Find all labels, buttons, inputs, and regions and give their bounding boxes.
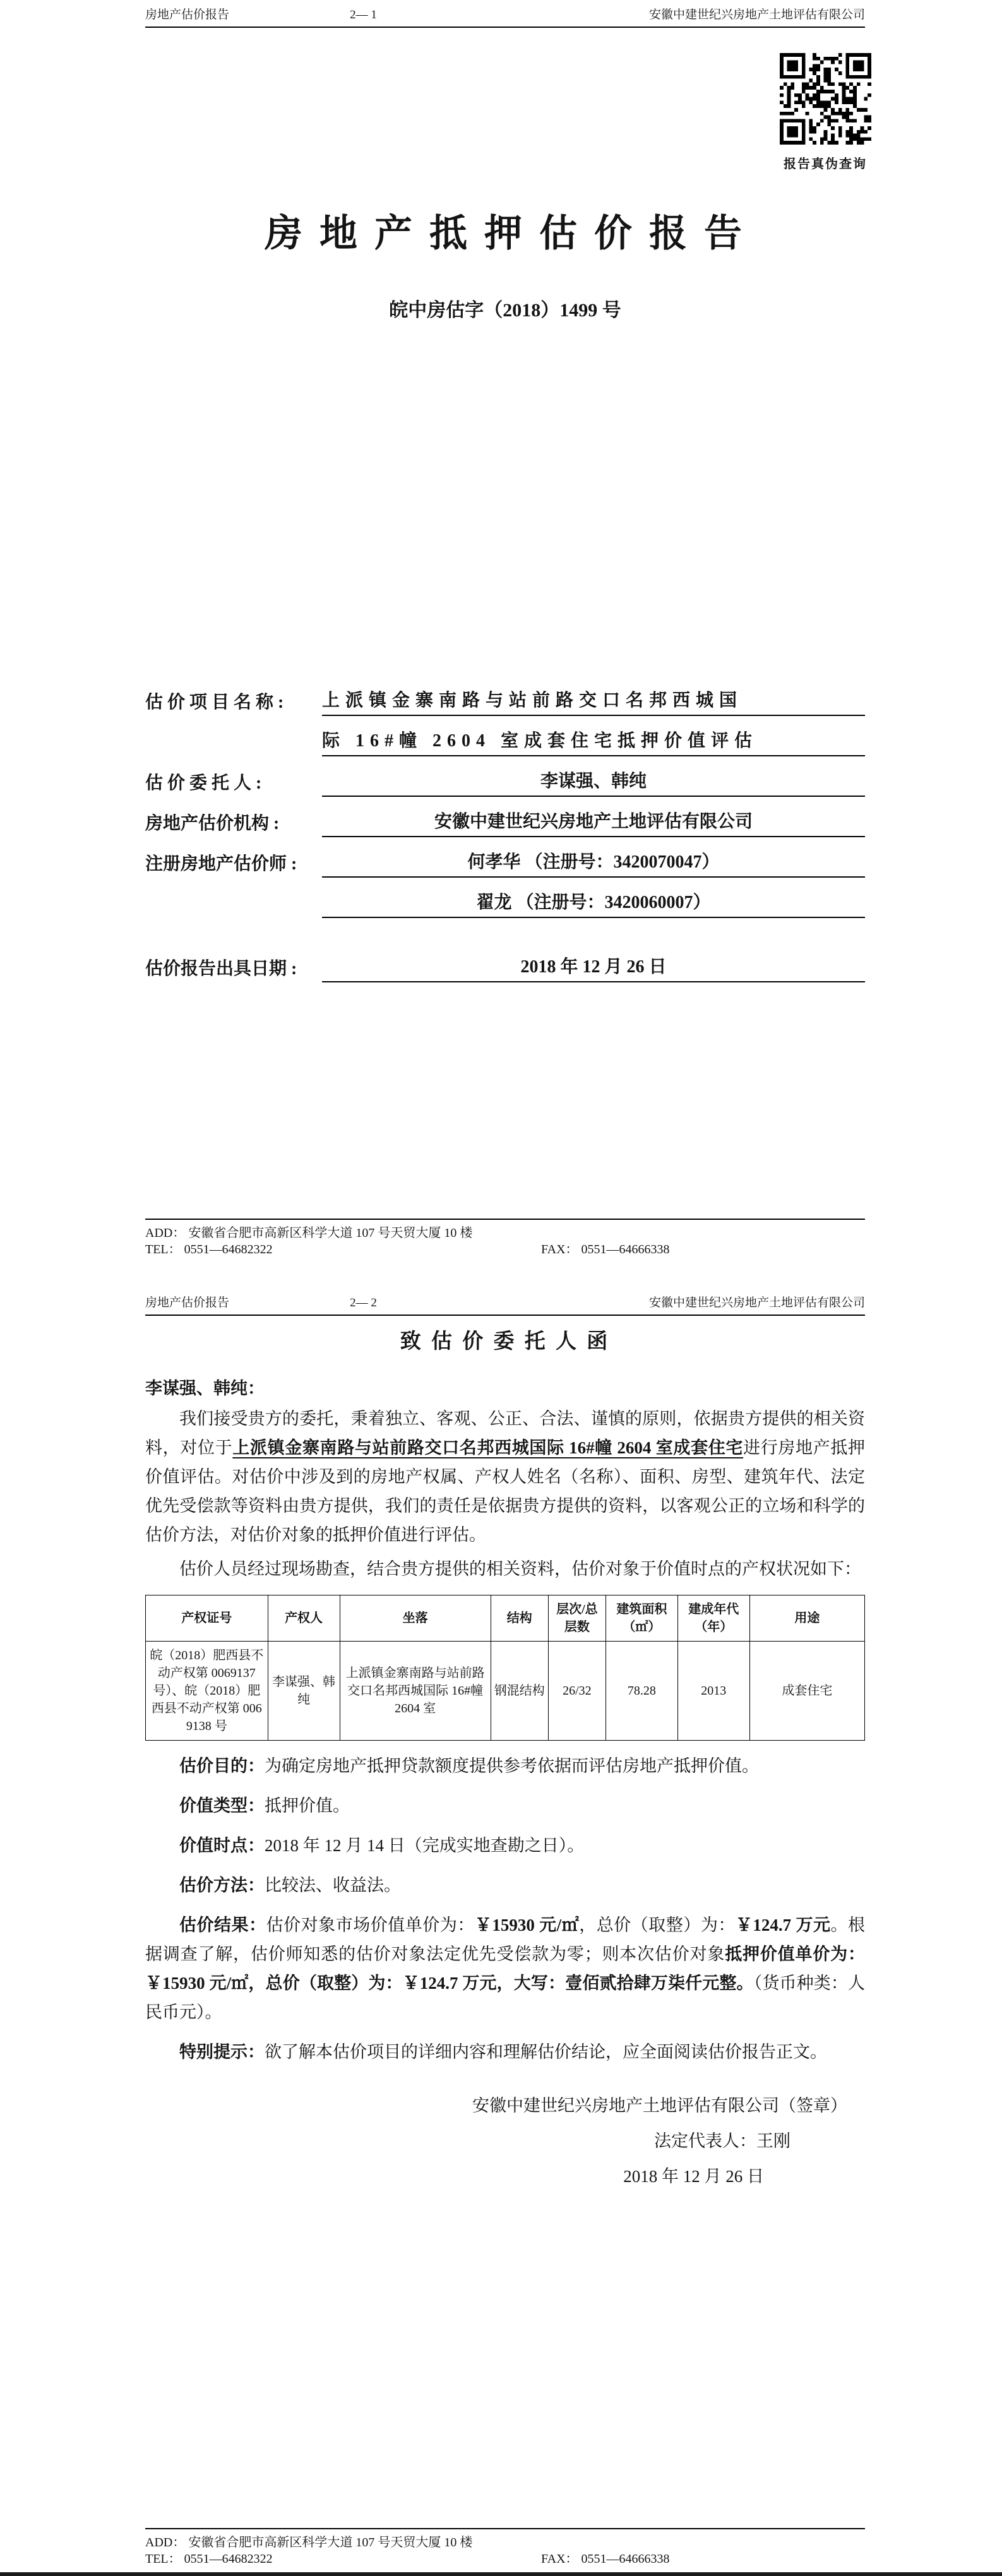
table-header-row: [146, 1595, 865, 1642]
salutation: 李谋强、韩纯：: [145, 1379, 265, 1398]
appraiser-label: 注册房地产估价师 :: [145, 854, 297, 874]
scan-edge: [0, 2572, 1002, 2576]
cell-owner: 李谋强、韩纯: [268, 1642, 340, 1741]
project-name-value-line1: 上派镇金寨南路与站前路交口名邦西城国: [322, 686, 865, 716]
value-type-label: 价值类型：: [179, 1796, 265, 1815]
qr-block: [778, 53, 873, 172]
col-floor: 层次/总层数: [548, 1595, 605, 1642]
footer-fax: FAX： 0551—64666338: [541, 1243, 670, 1256]
cell-area: 78.28: [605, 1642, 677, 1741]
client-value: 李谋强、韩纯: [322, 767, 865, 797]
value-date-item: [145, 1831, 865, 1860]
form-row-project-cont: [145, 716, 865, 756]
signature-block: [145, 2088, 865, 2194]
signature-representative: 法定代表人：王刚: [654, 2132, 790, 2150]
method-text: 比较法、收益法。: [265, 1876, 401, 1895]
col-area: 建筑面积（㎡）: [605, 1595, 677, 1642]
cell-year-built: 2013: [677, 1642, 749, 1741]
project-name-label: 估 价 项 目 名 称 :: [145, 693, 284, 712]
form-row-project: [145, 676, 865, 716]
purpose-label: 估价目的：: [179, 1756, 265, 1775]
appraiser-1-value: 何孝华 （注册号：3420070047）: [322, 848, 865, 878]
value-date-label: 价值时点：: [179, 1836, 265, 1855]
header-doc-title: 房地产估价报告: [145, 1296, 230, 1309]
form-row-appraiser-1: [145, 837, 865, 878]
col-certificate-no: 产权证号: [146, 1595, 268, 1642]
cell-certificate-no: 皖（2018）肥西县不动产权第 0069137 号）、皖（2018）肥西县不动产权第 0069138 号: [146, 1642, 268, 1741]
header-company: 安徽中建世纪兴房地产土地评估有限公司: [648, 8, 865, 21]
value-type-text: 抵押价值。: [265, 1796, 350, 1815]
result-mortgage-value: 抵押价值单价为：￥15930 元/㎡，总价（取整）为：￥124.7 万元，大写：壹佰贰拾肆万柒仟元整。: [145, 1945, 866, 1993]
footer-address: ADD： 安徽省合肥市高新区科学大道 107 号天贸大厦 10 楼: [145, 2536, 473, 2549]
cell-use: 成套住宅: [749, 1642, 864, 1741]
col-location: 坐落: [340, 1595, 491, 1642]
footer-contact-row: [145, 2551, 865, 2567]
result-currency-note: （货币种类：人民币元）。: [145, 1974, 865, 2022]
issue-date-value: 2018 年 12 月 26 日: [322, 953, 865, 982]
result-seg1: 估价对象市场价值单价为：: [266, 1916, 475, 1935]
signature-company: 安徽中建世纪兴房地产土地评估有限公司（签章）: [472, 2096, 847, 2115]
purpose-text: 为确定房地产抵押贷款额度提供参考依据而评估房地产抵押价值。: [265, 1756, 759, 1775]
header-company: 安徽中建世纪兴房地产土地评估有限公司: [648, 1296, 865, 1309]
letter-title: 致 估 价 委 托 人 函: [400, 1330, 611, 1353]
footer-contact-row: [145, 1241, 865, 1258]
special-note-label: 特别提示：: [179, 2042, 265, 2061]
table-row: [146, 1642, 865, 1741]
label-spacer: [145, 754, 322, 756]
method-label: 估价方法：: [179, 1876, 265, 1895]
page-header: [145, 1293, 865, 1316]
footer-tel: TEL： 0551—64682322: [145, 2552, 273, 2566]
report-title: 房 地 产 抵 押 估 价 报 告: [265, 213, 746, 254]
col-structure: 结构: [491, 1595, 548, 1642]
doc-number: 皖中房估字（2018）1499 号: [389, 300, 621, 321]
cover-form: [145, 676, 865, 982]
survey-paragraph: 估价人员经过现场勘查，结合贵方提供的相关资料，估价对象于价值时点的产权状况如下：: [179, 1559, 861, 1578]
form-row-agency: [145, 797, 865, 837]
agency-label: 房地产估价机构 :: [145, 814, 280, 833]
appraiser-2-value: 翟龙 （注册号：3420060007）: [322, 888, 865, 918]
special-note-item: [145, 2037, 865, 2066]
form-row-issue-date: [145, 942, 865, 982]
page-footer: [145, 1219, 865, 1258]
method-item: [145, 1871, 865, 1900]
col-use: 用途: [749, 1595, 864, 1642]
result-unit-price: ￥15930 元/㎡: [474, 1916, 580, 1935]
value-date-text: 2018 年 12 月 14 日（完成实地查勘之日）。: [265, 1836, 585, 1855]
page-2: [0, 1288, 1002, 2576]
result-total-price: ￥124.7 万元: [735, 1916, 831, 1935]
cell-location: 上派镇金寨南路与站前路交口名邦西城国际 16#幢 2604 室: [340, 1642, 491, 1741]
header-page-number: 2— 1: [350, 8, 377, 21]
project-name-value-line2: 际 16#幢 2604 室成套住宅抵押价值评估: [322, 727, 865, 756]
intro-paragraph: [145, 1404, 865, 1549]
cell-floor: 26/32: [548, 1642, 605, 1741]
qr-label: 报告真伪查询: [784, 157, 867, 171]
result-seg5: 。根据调查了解，估价师知悉的估价对象法定优先受偿款为零；则本次估价对象: [145, 1916, 866, 1964]
page-header: [145, 5, 865, 28]
value-type-item: [145, 1791, 865, 1820]
footer-fax: FAX： 0551—64666338: [541, 2552, 670, 2566]
property-rights-table: [145, 1595, 865, 1741]
special-note-text: 欲了解本估价项目的详细内容和理解估价结论，应全面阅读估价报告正文。: [265, 2042, 827, 2061]
issue-date-label: 估价报告出具日期 :: [145, 959, 297, 979]
property-name-emphasis: 上派镇金寨南路与站前路交口名邦西城国际 16#幢 2604 室成套住宅: [232, 1438, 744, 1457]
qr-code-icon: [780, 53, 871, 145]
header-doc-title: 房地产估价报告: [145, 8, 230, 21]
form-row-appraiser-2: [145, 878, 865, 918]
col-owner: 产权人: [268, 1595, 340, 1642]
result-label: 估价结果：: [179, 1916, 266, 1935]
result-item: [145, 1911, 865, 2027]
form-row-client: [145, 756, 865, 797]
col-year-built: 建成年代（年）: [677, 1595, 749, 1642]
intro-text-post: 进行房地产抵押价值评估。对估价中涉及到的房地产权属、产权人姓名（名称）、面积、房型、建筑年代、法定优先受偿款等资料由贵方提供，我们的责任是依据贵方提供的资料，以客观公正的立场和科学的估价方法，对估价对象的抵押价值进行评估。: [145, 1438, 865, 1544]
result-seg3: ，总价（取整）为：: [579, 1916, 736, 1935]
footer-tel: TEL： 0551—64682322: [145, 1243, 273, 1256]
client-label: 估 价 委 托 人 :: [145, 773, 262, 793]
footer-address: ADD： 安徽省合肥市高新区科学大道 107 号天贸大厦 10 楼: [145, 1226, 473, 1240]
signature-date: 2018 年 12 月 26 日: [623, 2167, 764, 2186]
page-footer: [145, 2528, 865, 2567]
header-page-number: 2— 2: [350, 1296, 377, 1309]
intro-text-pre: 我们接受贵方的委托，秉着独立、客观、公正、合法、谨慎的原则，依据贵方提供的相关资料，对位于: [145, 1409, 865, 1457]
cell-structure: 钢混结构: [491, 1642, 548, 1741]
purpose-item: [145, 1751, 865, 1780]
label-spacer: [145, 915, 322, 918]
agency-value: 安徽中建世纪兴房地产土地评估有限公司: [322, 808, 865, 837]
